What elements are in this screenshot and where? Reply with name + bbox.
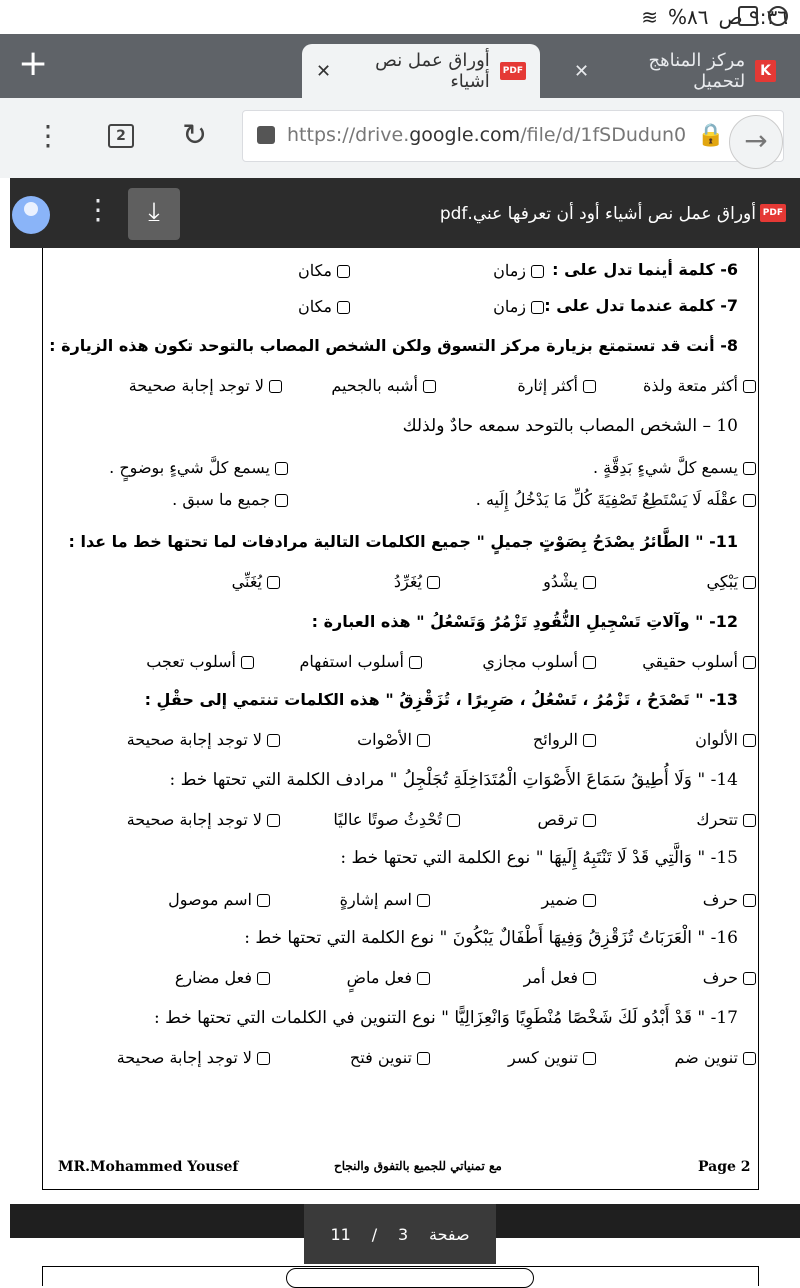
option[interactable]: أكثر متعة ولذة: [643, 376, 756, 395]
document-title: أوراق عمل نص أشياء أود أن تعرفها عني.pdf: [439, 204, 756, 224]
option[interactable]: لا توجد إجابة صحيحة: [129, 376, 282, 395]
question-11: 11- " الطَّائرُ يصْدَحُ بِصَوْتٍ جميلٍ " جميع الكلمات التالية مرادفات لما تحتها خط ما عدا :: [68, 532, 738, 551]
question-14: 14- " وَلَا أُطِيقُ سَمَاعَ الأَصْوَاتِ الْمُتَدَاخِلَةِ تُجَلْجِلُ " مرادف الكلمة التي تحتها خط :: [169, 770, 738, 790]
page-current: 3: [397, 1224, 409, 1244]
option[interactable]: ترقص: [537, 810, 596, 829]
battery-level: ٨٦%: [667, 5, 709, 29]
option[interactable]: تتحرك: [696, 810, 756, 829]
reload-icon[interactable]: ↻: [182, 118, 208, 153]
status-bar: [0, 0, 800, 34]
option[interactable]: يسمع كلَّ شيءٍ بوضوحٍ .: [109, 458, 288, 477]
address-bar[interactable]: [242, 110, 784, 162]
new-tab-button[interactable]: +: [18, 43, 49, 84]
option[interactable]: عقْلَه لَا يَسْتَطِعُ تَصْفِيَةَ كُلِّ مَا يَدْخُلُ إِلَيه .: [476, 490, 756, 509]
question-7: 7- كلمة عندما تدل على :: [544, 296, 738, 315]
option[interactable]: أسلوب حقيقي: [642, 652, 756, 671]
browser-toolbar: [0, 98, 800, 178]
page-separator: /: [371, 1224, 378, 1244]
option[interactable]: حرف: [703, 968, 756, 987]
tab-inactive[interactable]: [560, 44, 790, 98]
option[interactable]: أسلوب مجازي: [482, 652, 596, 671]
page-indicator: [304, 1204, 496, 1264]
option[interactable]: جميع ما سبق .: [172, 490, 288, 509]
option[interactable]: اسم موصول: [168, 890, 270, 909]
pdf-icon: PDF: [500, 62, 526, 80]
option[interactable]: زمان: [493, 261, 544, 280]
url-text[interactable]: https://drive.google.com/file/d/1fSDudun0: [287, 124, 687, 146]
footer-page: Page 2: [698, 1159, 751, 1175]
time: ٩:٣٦ ص: [718, 5, 788, 29]
tab-switcher-button[interactable]: 2: [108, 124, 134, 148]
option[interactable]: فعل أمر: [524, 968, 596, 987]
page-total: 11: [330, 1224, 351, 1244]
option[interactable]: أسلوب استفهام: [300, 652, 423, 671]
option[interactable]: زمان: [493, 297, 544, 316]
question-12: 12- " وآلاتِ تَسْجِيلِ النُّقُودِ تَزْمُرُ وَتَسْعُلُ " هذه العبارة :: [311, 612, 738, 631]
option[interactable]: حرف: [703, 890, 756, 909]
secure-lock-icon: 🔒: [697, 123, 725, 148]
site-icon: K: [755, 60, 776, 82]
close-tab-icon[interactable]: ✕: [574, 60, 590, 82]
site-info-icon[interactable]: [257, 126, 275, 144]
forward-arrow-icon[interactable]: →: [729, 115, 783, 169]
option[interactable]: أشبه بالجحيم: [331, 376, 436, 395]
option[interactable]: يُغَنِّي: [232, 572, 280, 591]
option[interactable]: تُحْدِثُ صوتًا عاليًا: [333, 810, 460, 829]
tab-strip: [0, 34, 800, 98]
option[interactable]: لا توجد إجابة صحيحة: [127, 730, 280, 749]
question-8: 8- أنت قد تستمتع بزيارة مركز التسوق ولكن الشخص المصاب بالتوحد تكون هذه الزيارة :: [49, 336, 738, 355]
viewer-header: [10, 178, 800, 248]
option[interactable]: مكان: [298, 261, 350, 280]
option[interactable]: تنوين ضم: [675, 1048, 757, 1067]
option[interactable]: الأصْوات: [357, 730, 430, 749]
option[interactable]: الروائح: [533, 730, 596, 749]
pdf-icon: PDF: [760, 204, 786, 222]
question-17: 17- " قَدْ أَبْدُو لَكَ شَخْصًا مُنْطَوِيًا وَانْعِزَالِيًّا " نوع التنوين في الكلمات التي تحتها خط :: [153, 1008, 738, 1028]
option[interactable]: تنوين فتح: [350, 1048, 430, 1067]
option[interactable]: يشْدُو: [543, 572, 596, 591]
close-tab-icon[interactable]: ✕: [316, 60, 332, 82]
option[interactable]: أسلوب تعجب: [146, 652, 254, 671]
option[interactable]: لا توجد إجابة صحيحة: [117, 1048, 270, 1067]
footer-author: MR.Mohammed Yousef: [58, 1159, 239, 1175]
option[interactable]: فعل مضارع: [175, 968, 270, 987]
question-10: 10 – الشخص المصاب بالتوحد سمعه حادٌ ولذلك: [402, 416, 738, 436]
tab-active[interactable]: [302, 44, 540, 98]
footer-wish: مع تمنياتي للجميع بالتفوق والنجاح: [334, 1159, 502, 1173]
option[interactable]: اسم إشارةٍ: [340, 890, 430, 909]
option[interactable]: ضمير: [542, 890, 597, 909]
option[interactable]: تنوين كسر: [508, 1048, 596, 1067]
option[interactable]: يَبْكِي: [707, 572, 756, 591]
tab-label: مركز المناهج لتحميل: [648, 50, 746, 92]
question-16: 16- " الْعَرَبَاتُ تُزَقْزِقُ وَفِيهَا أَطْفَالٌ يَبْكُونَ " نوع الكلمة التي تحتها خط :: [244, 928, 738, 948]
question-6: 6- كلمة أينما تدل على :: [552, 260, 738, 279]
more-options-icon[interactable]: ⋮: [84, 193, 112, 226]
option[interactable]: يسمع كلَّ شيءٍ بَدِقَّةٍ .: [593, 458, 756, 477]
download-button[interactable]: ⤓: [128, 188, 180, 240]
account-avatar[interactable]: [12, 196, 50, 234]
wifi-icon: ≋: [641, 5, 658, 29]
header-pill: [286, 1268, 534, 1288]
page-label: صفحة: [428, 1224, 470, 1244]
whatsapp-icon: [768, 6, 788, 26]
pdf-page: [10, 216, 800, 1204]
option[interactable]: أكثر إثارة: [517, 376, 596, 395]
question-15: 15- " وَالَّتِي قَدْ لَا تَنْتَبِهُ إِلَيهَا " نوع الكلمة التي تحتها خط :: [340, 848, 738, 868]
option[interactable]: فعل ماضٍ: [347, 968, 430, 987]
option[interactable]: يُغَرِّدُ: [394, 572, 440, 591]
option[interactable]: مكان: [298, 297, 350, 316]
option[interactable]: لا توجد إجابة صحيحة: [127, 810, 280, 829]
gallery-icon: [738, 6, 758, 26]
question-13: 13- " تَصْدَحُ ، تَزْمُرُ ، تَسْعُلُ ، صَرِيرًا ، تُزَقْزِقُ " هذه الكلمات تنتمي إلى حقْلِ :: [144, 690, 738, 709]
tab-label: أوراق عمل نص أشياء: [375, 50, 490, 92]
more-menu-icon[interactable]: ⋮: [34, 119, 62, 152]
option[interactable]: الألوان: [695, 730, 756, 749]
